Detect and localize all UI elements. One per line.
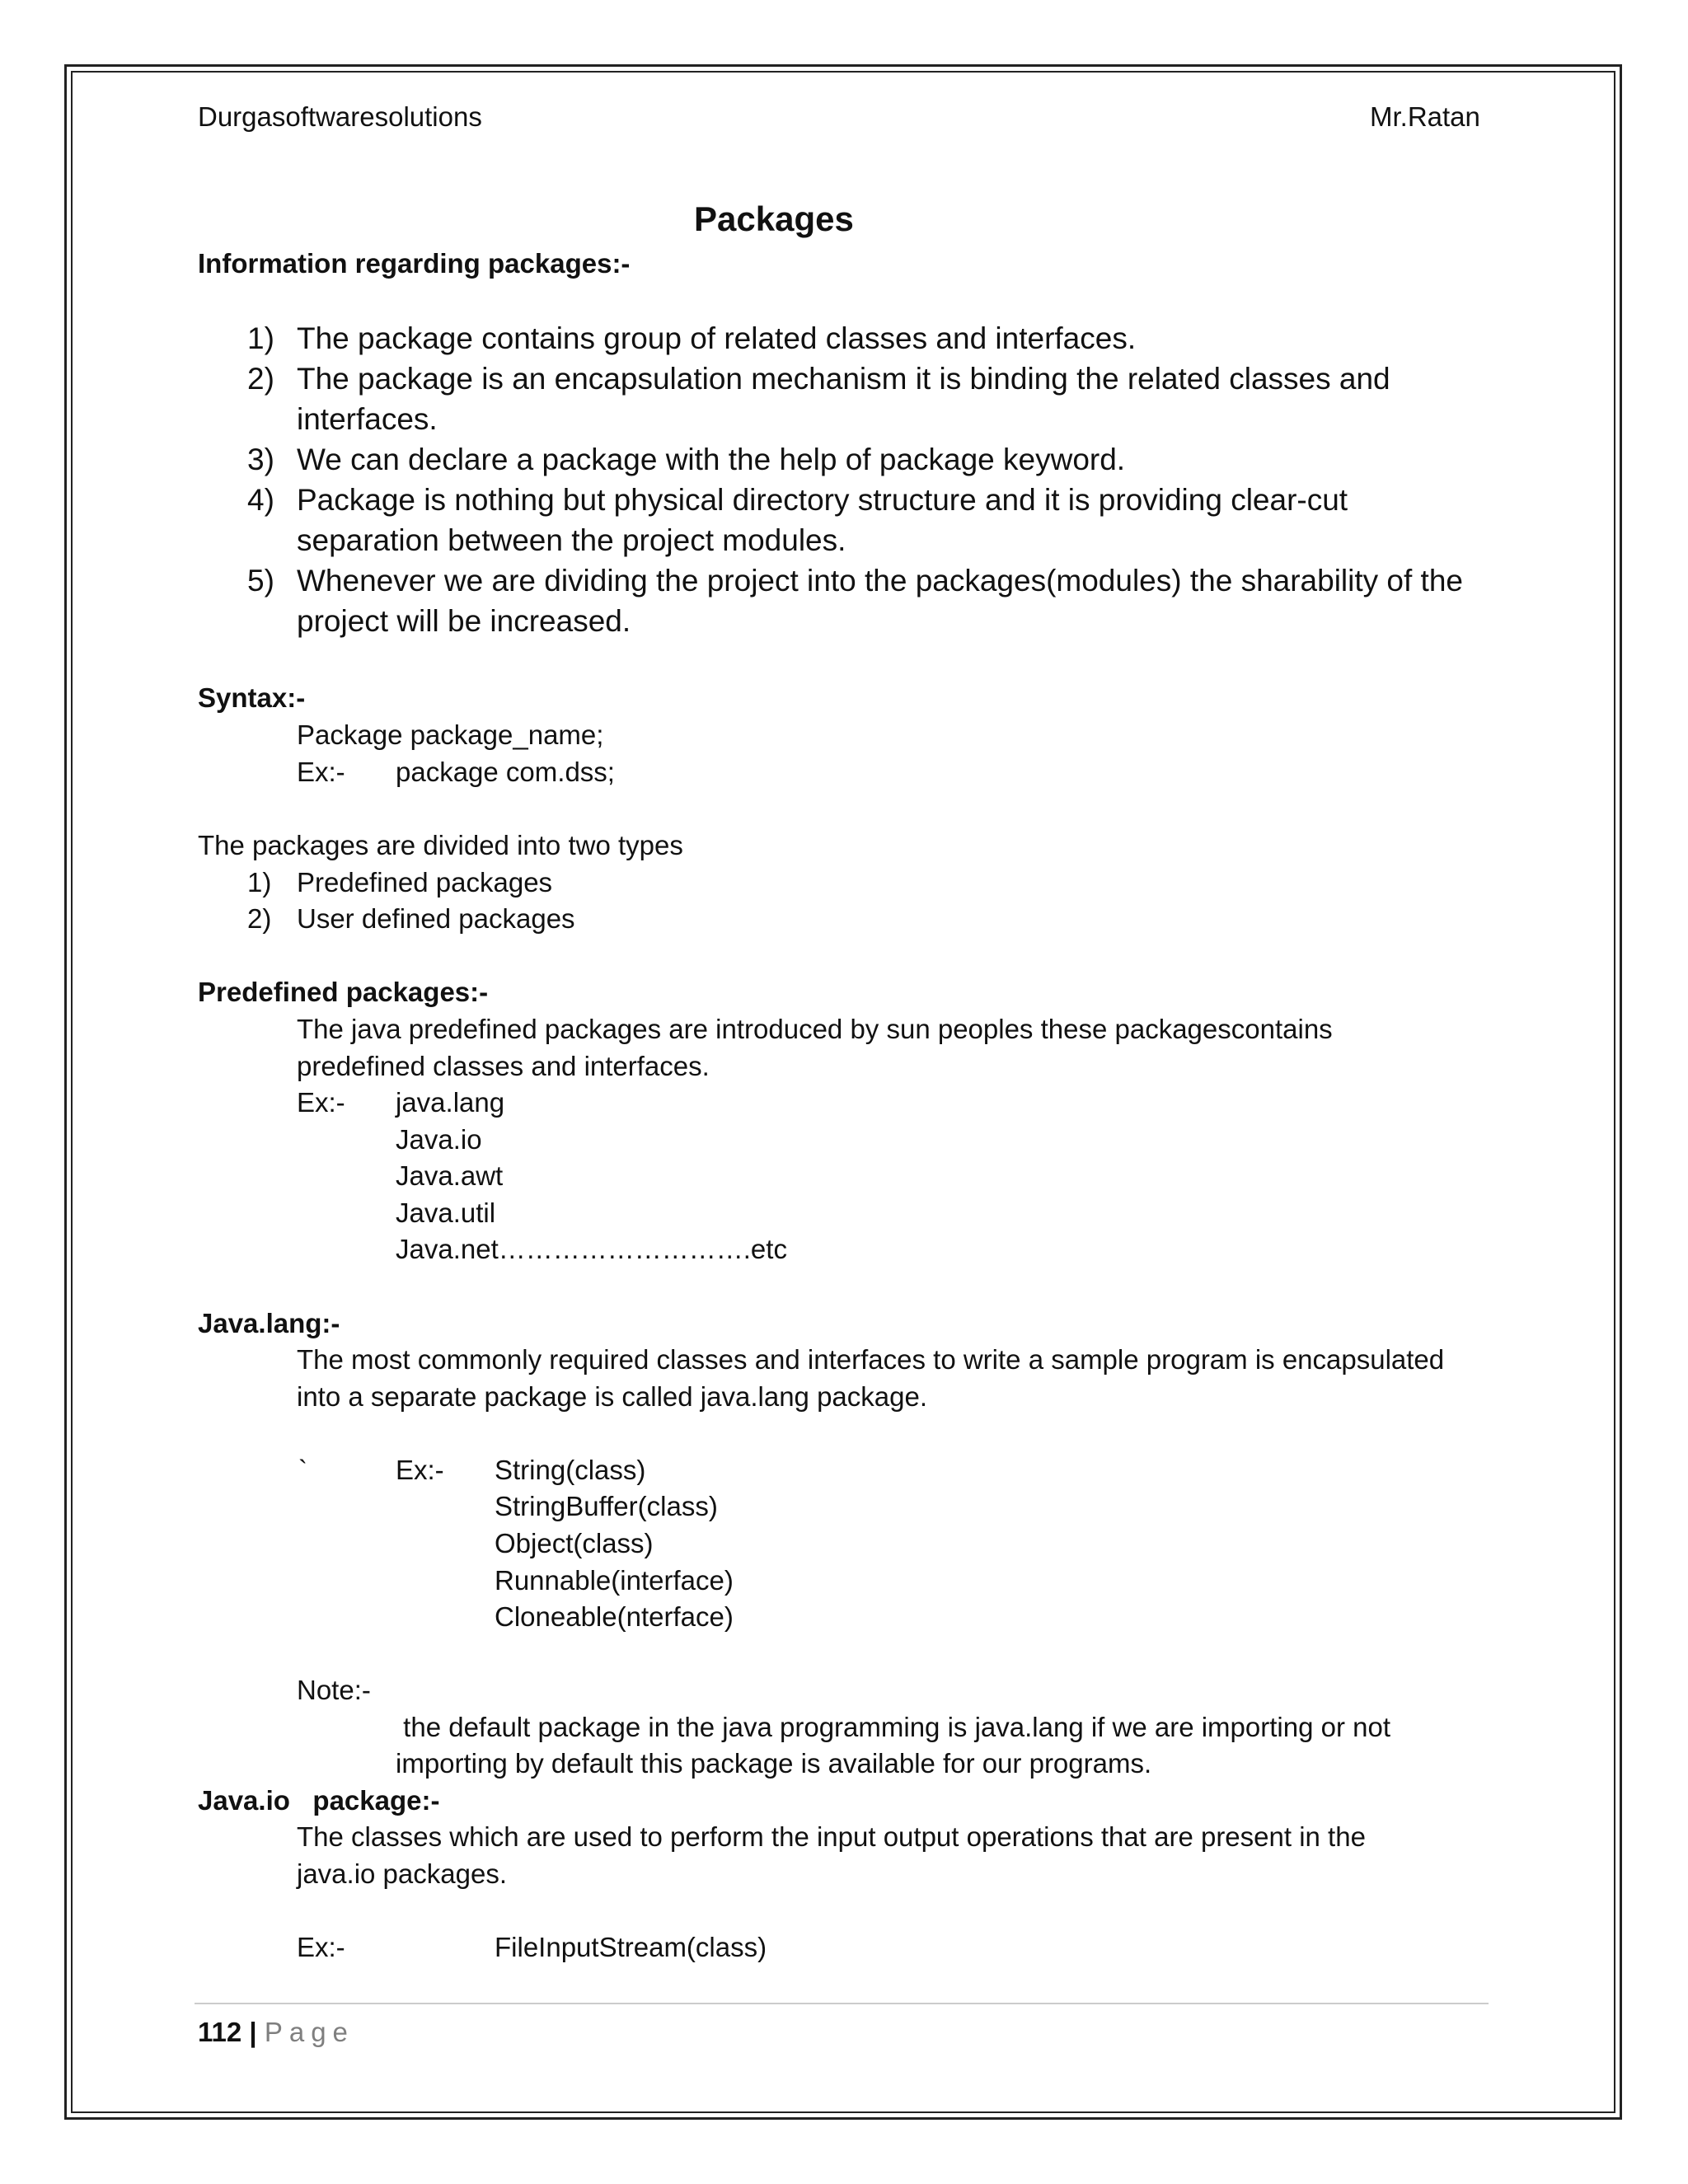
syntax-ex-value: package com.dss; bbox=[396, 757, 615, 787]
predefined-line: The java predefined packages are introduced by sun peoples these packagescontains bbox=[297, 1014, 1333, 1044]
info-item-line: interfaces. bbox=[297, 402, 438, 436]
javalang-heading: Java.lang:- bbox=[198, 1308, 340, 1338]
info-item-line: project will be increased. bbox=[297, 604, 631, 638]
predefined-example: Java.util bbox=[396, 1197, 496, 1228]
javaio-heading: Java.io package:- bbox=[198, 1785, 440, 1816]
header-left: Durgasoftwaresolutions bbox=[198, 101, 482, 132]
syntax-heading: Syntax:- bbox=[198, 682, 306, 713]
javaio-ex-label: Ex:- bbox=[297, 1932, 345, 1962]
page-title: Packages bbox=[694, 199, 854, 238]
javalang-tick: ` bbox=[298, 1455, 307, 1485]
info-item-line: separation between the project modules. bbox=[297, 523, 846, 557]
javalang-example: StringBuffer(class) bbox=[495, 1491, 718, 1521]
info-heading: Information regarding packages:- bbox=[198, 248, 631, 279]
syntax-ex-label: Ex:- bbox=[297, 757, 345, 787]
types-item-num: 1) bbox=[247, 867, 272, 898]
page-separator: | bbox=[249, 2017, 257, 2047]
javalang-line: into a separate package is called java.lang package. bbox=[297, 1381, 928, 1412]
info-item-num: 5) bbox=[247, 564, 274, 598]
info-item-num: 4) bbox=[247, 483, 274, 517]
javalang-ex-label: Ex:- bbox=[396, 1455, 444, 1485]
info-item-line: The package is an encapsulation mechanism it is binding the related classes and bbox=[297, 362, 1390, 396]
info-item-num: 1) bbox=[247, 321, 274, 355]
syntax-line: Package package_name; bbox=[297, 719, 604, 750]
javalang-line: The most commonly required classes and interfaces to write a sample program is encapsulated bbox=[297, 1344, 1445, 1375]
types-item-num: 2) bbox=[247, 903, 272, 934]
info-item-line: The package contains group of related classes and interfaces. bbox=[297, 321, 1137, 355]
javaio-example: FileInputStream(class) bbox=[495, 1932, 767, 1962]
predefined-example: java.lang bbox=[396, 1087, 505, 1118]
javaio-line: The classes which are used to perform the input output operations that are present in the bbox=[297, 1821, 1366, 1852]
predefined-line: predefined classes and interfaces. bbox=[297, 1051, 710, 1081]
types-item: Predefined packages bbox=[297, 867, 553, 898]
footer-rule bbox=[195, 2003, 1489, 2004]
types-intro: The packages are divided into two types bbox=[198, 830, 683, 860]
types-item: User defined packages bbox=[297, 903, 575, 934]
header-right: Mr.Ratan bbox=[1370, 101, 1480, 132]
predefined-example: Java.awt bbox=[396, 1160, 504, 1191]
javalang-example: Runnable(interface) bbox=[495, 1565, 734, 1596]
info-item-line: We can declare a package with the help of package keyword. bbox=[297, 443, 1126, 476]
info-item-line: Whenever we are dividing the project into the packages(modules) the sharability of the bbox=[297, 564, 1463, 598]
javalang-example: Cloneable(nterface) bbox=[495, 1601, 734, 1632]
note-line: the default package in the java programming is java.lang if we are importing or not bbox=[396, 1712, 1390, 1742]
predefined-heading: Predefined packages:- bbox=[198, 977, 489, 1007]
info-item-num: 3) bbox=[247, 443, 274, 476]
javaio-line: java.io packages. bbox=[297, 1858, 507, 1889]
note-label: Note:- bbox=[297, 1675, 371, 1705]
predefined-ex-label: Ex:- bbox=[297, 1087, 345, 1118]
page-footer bbox=[198, 2014, 354, 2050]
predefined-example: Java.io bbox=[396, 1124, 482, 1155]
page-number: 112 bbox=[198, 2017, 242, 2047]
javalang-example: String(class) bbox=[495, 1455, 646, 1485]
predefined-example: Java.net……………………….etc bbox=[396, 1234, 787, 1264]
note-line: importing by default this package is available for our programs. bbox=[396, 1748, 1152, 1779]
info-item-num: 2) bbox=[247, 362, 274, 396]
page-word: Page bbox=[264, 2017, 354, 2047]
javalang-example: Object(class) bbox=[495, 1528, 654, 1558]
info-item-line: Package is nothing but physical directory structure and it is providing clear-cut bbox=[297, 483, 1348, 517]
